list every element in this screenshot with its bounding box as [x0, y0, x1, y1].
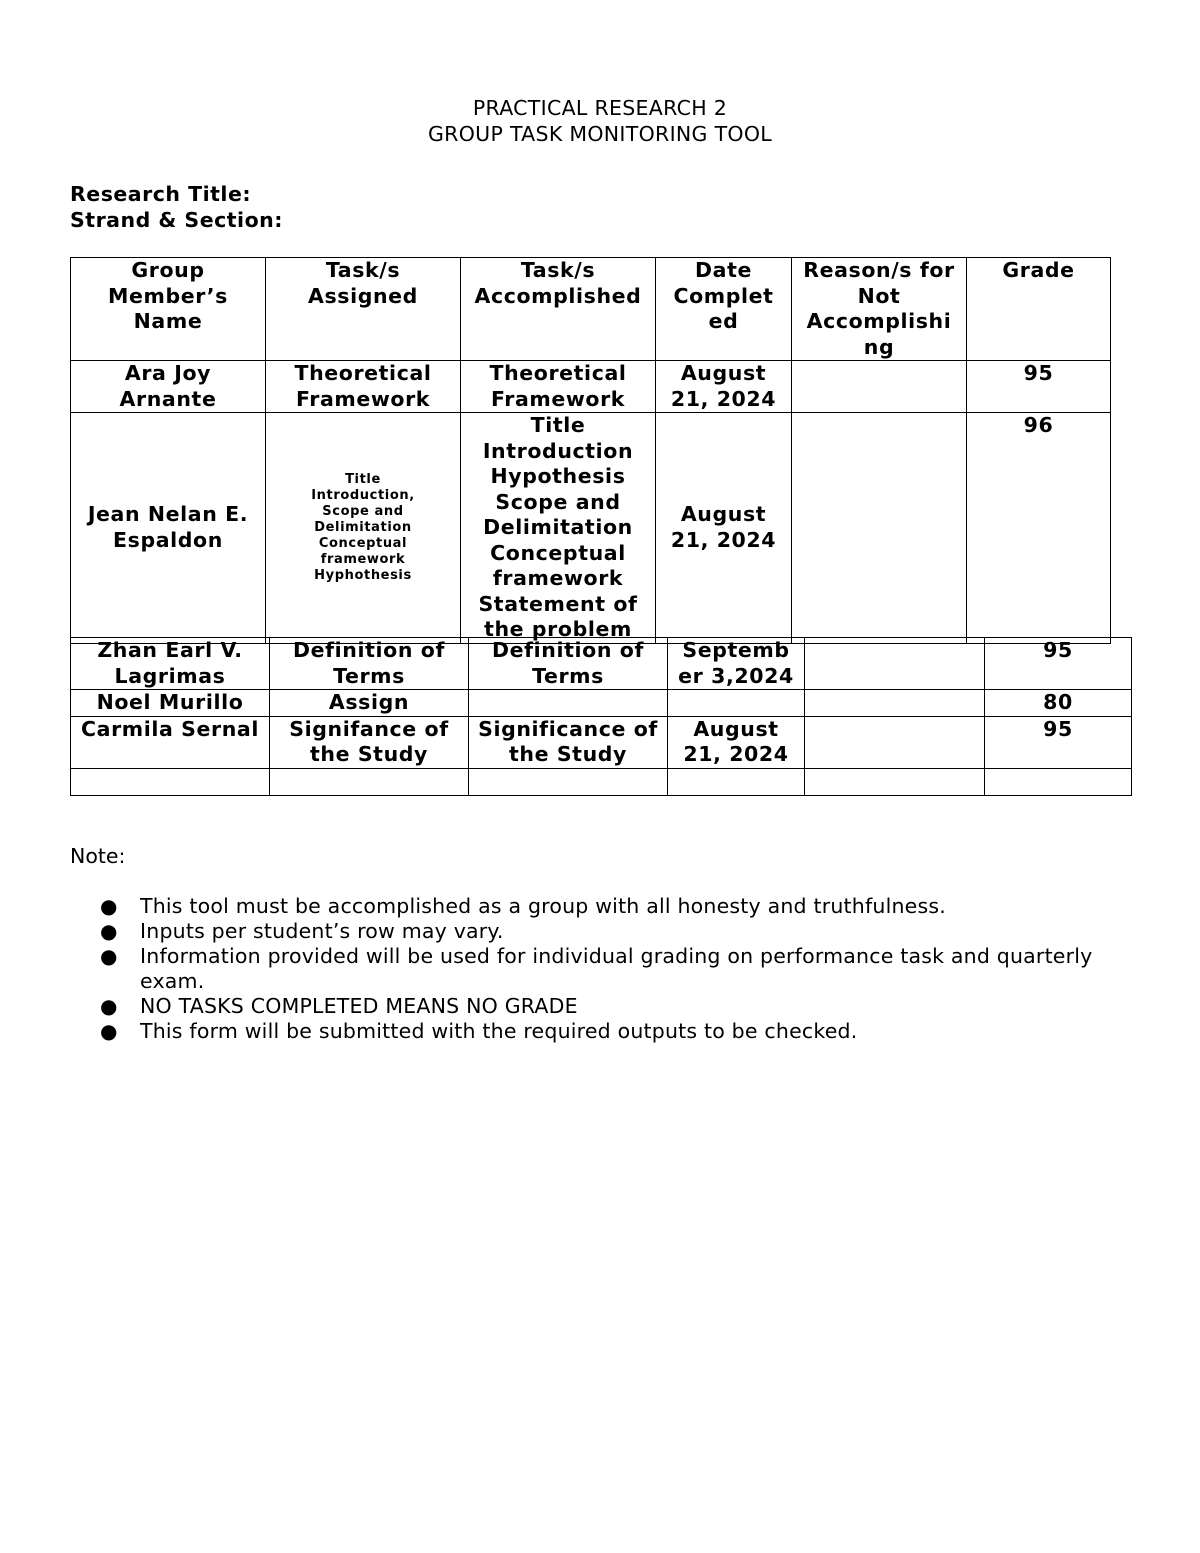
task-accomplished-list [461, 413, 656, 644]
list-item [70, 894, 1150, 919]
grade-cell: 95 [967, 361, 1111, 413]
date-completed: August 21, 2024 [656, 361, 792, 413]
date-completed [668, 768, 805, 795]
task-accomplished-item: framework [492, 566, 624, 590]
note-text: This tool must be accomplished as a group with all honesty and truthfulness. [140, 894, 946, 918]
bullet-icon: ● [100, 894, 118, 918]
reason-cell [805, 638, 985, 690]
grade-cell [985, 768, 1132, 795]
note-list [70, 894, 1150, 1044]
member-name: Zhan Earl V. Lagrimas [71, 638, 270, 690]
task-assigned-item: Title [345, 471, 381, 487]
research-title-label: Research Title: [70, 182, 252, 206]
task-assigned-item: framework [320, 551, 406, 567]
form-title: GROUP TASK MONITORING TOOL [428, 122, 772, 146]
document-heading [0, 95, 1200, 147]
table-row [71, 413, 1111, 644]
table-header-row [71, 258, 1111, 361]
list-item [70, 994, 1150, 1019]
form-meta [70, 181, 283, 233]
grade-cell: 96 [967, 413, 1111, 644]
header-assigned: Task/s Assigned [266, 258, 461, 361]
task-accomplished: Definition of Terms [469, 638, 668, 690]
note-text: This form will be submitted with the required outputs to be checked. [140, 1019, 858, 1043]
task-assigned-item: Hyphothesis [314, 567, 412, 583]
course-title: PRACTICAL RESEARCH 2 [472, 96, 728, 120]
member-name: Jean Nelan E. Espaldon [71, 413, 266, 644]
task-assigned: Theoretical Framework [266, 361, 461, 413]
reason-cell [792, 361, 967, 413]
task-accomplished [469, 768, 668, 795]
table-row [71, 716, 1132, 768]
date-completed: August 21, 2024 [656, 413, 792, 644]
table-row [71, 690, 1132, 717]
note-label: Note: [70, 844, 126, 868]
task-assigned-item: Delimitation [314, 519, 412, 535]
task-assigned: Definition of Terms [270, 638, 469, 690]
grade-cell: 80 [985, 690, 1132, 717]
task-accomplished-item: Title [530, 413, 586, 437]
reason-cell [792, 413, 967, 644]
task-accomplished [469, 690, 668, 717]
task-table-top [70, 257, 1111, 644]
date-completed [668, 690, 805, 717]
header-accomplished: Task/s Accomplished [461, 258, 656, 361]
note-text: Inputs per student’s row may vary. [140, 919, 504, 943]
grade-cell: 95 [985, 716, 1132, 768]
task-accomplished-item: Scope and [495, 489, 621, 514]
task-accomplished-item: the problem [484, 617, 632, 641]
reason-cell [805, 716, 985, 768]
bullet-icon: ● [100, 1019, 118, 1043]
task-assigned-item: Scope and [322, 503, 404, 519]
task-accomplished: Significance of the Study [469, 716, 668, 768]
member-name: Carmila Sernal [71, 716, 270, 768]
member-name: Noel Murillo [71, 690, 270, 717]
task-assigned: Signifance of the Study [270, 716, 469, 768]
task-assigned-list [266, 413, 461, 644]
list-item [70, 1019, 1150, 1044]
task-assigned [270, 768, 469, 795]
task-accomplished-item: Hypothesis [490, 464, 626, 488]
header-reason: Reason/s for Not Accomplishi ng [792, 258, 967, 361]
table-row [71, 768, 1132, 795]
bullet-icon: ● [100, 994, 118, 1018]
table-row [71, 638, 1132, 690]
list-item [70, 944, 1150, 994]
task-accomplished: Theoretical Framework [461, 361, 656, 413]
member-name [71, 768, 270, 795]
header-grade: Grade [967, 258, 1111, 361]
task-assigned-item: Introduction, [311, 487, 415, 503]
member-name: Ara Joy Arnante [71, 361, 266, 413]
strand-section-label: Strand & Section: [70, 208, 283, 232]
table-row [71, 361, 1111, 413]
task-accomplished-item: Delimitation [483, 515, 633, 539]
header-name: Group Member’s Name [71, 258, 266, 361]
header-date: Date Complet ed [656, 258, 792, 361]
date-completed: August 21, 2024 [668, 716, 805, 768]
task-accomplished-item: Statement of [478, 591, 638, 616]
reason-cell [805, 690, 985, 717]
note-text: NO TASKS COMPLETED MEANS NO GRADE [140, 994, 578, 1018]
task-accomplished-item: Introduction [482, 438, 634, 463]
bullet-icon: ● [100, 919, 118, 943]
grade-cell: 95 [985, 638, 1132, 690]
list-item [70, 919, 1150, 944]
task-assigned-item: Conceptual [318, 535, 408, 551]
task-assigned: Assign [270, 690, 469, 717]
reason-cell [805, 768, 985, 795]
date-completed: Septemb er 3,2024 [668, 638, 805, 690]
task-accomplished-item: Conceptual [490, 540, 626, 565]
task-table-bottom [70, 637, 1132, 796]
note-text: Information provided will be used for individual grading on performance task and quarterly exam. [140, 944, 1093, 993]
bullet-icon: ● [100, 944, 118, 968]
